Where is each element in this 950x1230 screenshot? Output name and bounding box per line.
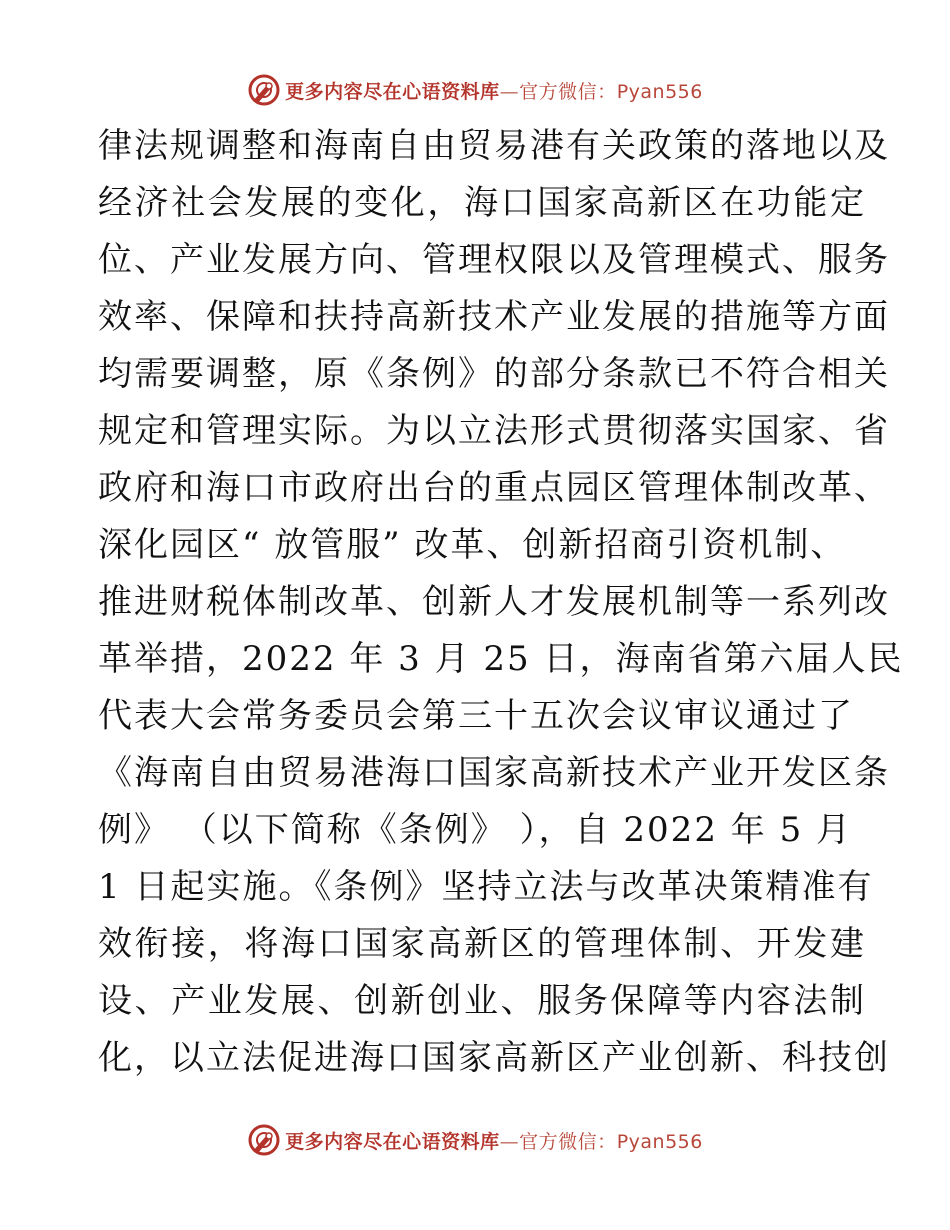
text-line-1: 律法规调整和海南自由贸易港有关政策的落地以及 [98,126,890,166]
header-official-text: 官方微信： [519,80,617,103]
text-line-5: 均需要调整，原《条例》的部分条款已不符合相关 [98,354,890,394]
footer-dash: — [499,1130,520,1153]
brand-logo-icon [247,1123,281,1157]
header-wechat-id: Pyan556 [616,80,703,103]
footer-wechat-id: Pyan556 [616,1130,703,1153]
footer-banner [0,1120,950,1160]
text-line-3: 位、产业发展方向、管理权限以及管理模式、服务 [98,240,890,280]
footer-official-text: 官方微信： [519,1130,617,1153]
header-site-text: 更多内容尽在心语资料库 [285,80,500,103]
text-line-16: 设、产业发展、创新创业、服务保障等内容法制 [98,981,867,1021]
text-line-15: 效衔接，将海口国家高新区的管理体制、开发建 [98,924,867,964]
text-line-8: 深化园区“ 放管服” 改革、创新招商引资机制、 [98,525,847,565]
text-line-7: 政府和海口市政府出台的重点园区管理体制改革、 [98,468,890,508]
text-line-6: 规定和管理实际。为以立法形式贯彻落实国家、省 [98,411,890,451]
text-line-2: 经济社会发展的变化，海口国家高新区在功能定 [98,183,867,223]
document-body [98,118,904,1087]
text-line-11: 代表大会常务委员会第三十五次会议审议通过了 [98,696,854,736]
header-dash: — [499,80,520,103]
brand-logo-icon [247,73,281,107]
text-line-13: 例》 （以下简称《条例》 ），自 2022 年 5 月 [98,810,853,850]
footer-site-text: 更多内容尽在心语资料库 [285,1130,500,1153]
text-line-12: 《海南自由贸易港海口国家高新技术产业开发区条 [98,753,890,793]
text-line-10: 革举措，2022 年 3 月 25 日，海南省第六届人民 [98,639,904,679]
header-banner-text [285,77,703,104]
header-banner [0,70,950,110]
footer-banner-text [285,1127,703,1154]
text-line-9: 推进财税体制改革、创新人才发展机制等一系列改 [98,582,890,622]
text-line-14: 1 日起实施。《条例》坚持立法与改革决策精准有 [98,867,874,907]
text-line-4: 效率、保障和扶持高新技术产业发展的措施等方面 [98,297,890,337]
text-line-17: 化，以立法促进海口国家高新区产业创新、科技创 [98,1038,890,1078]
